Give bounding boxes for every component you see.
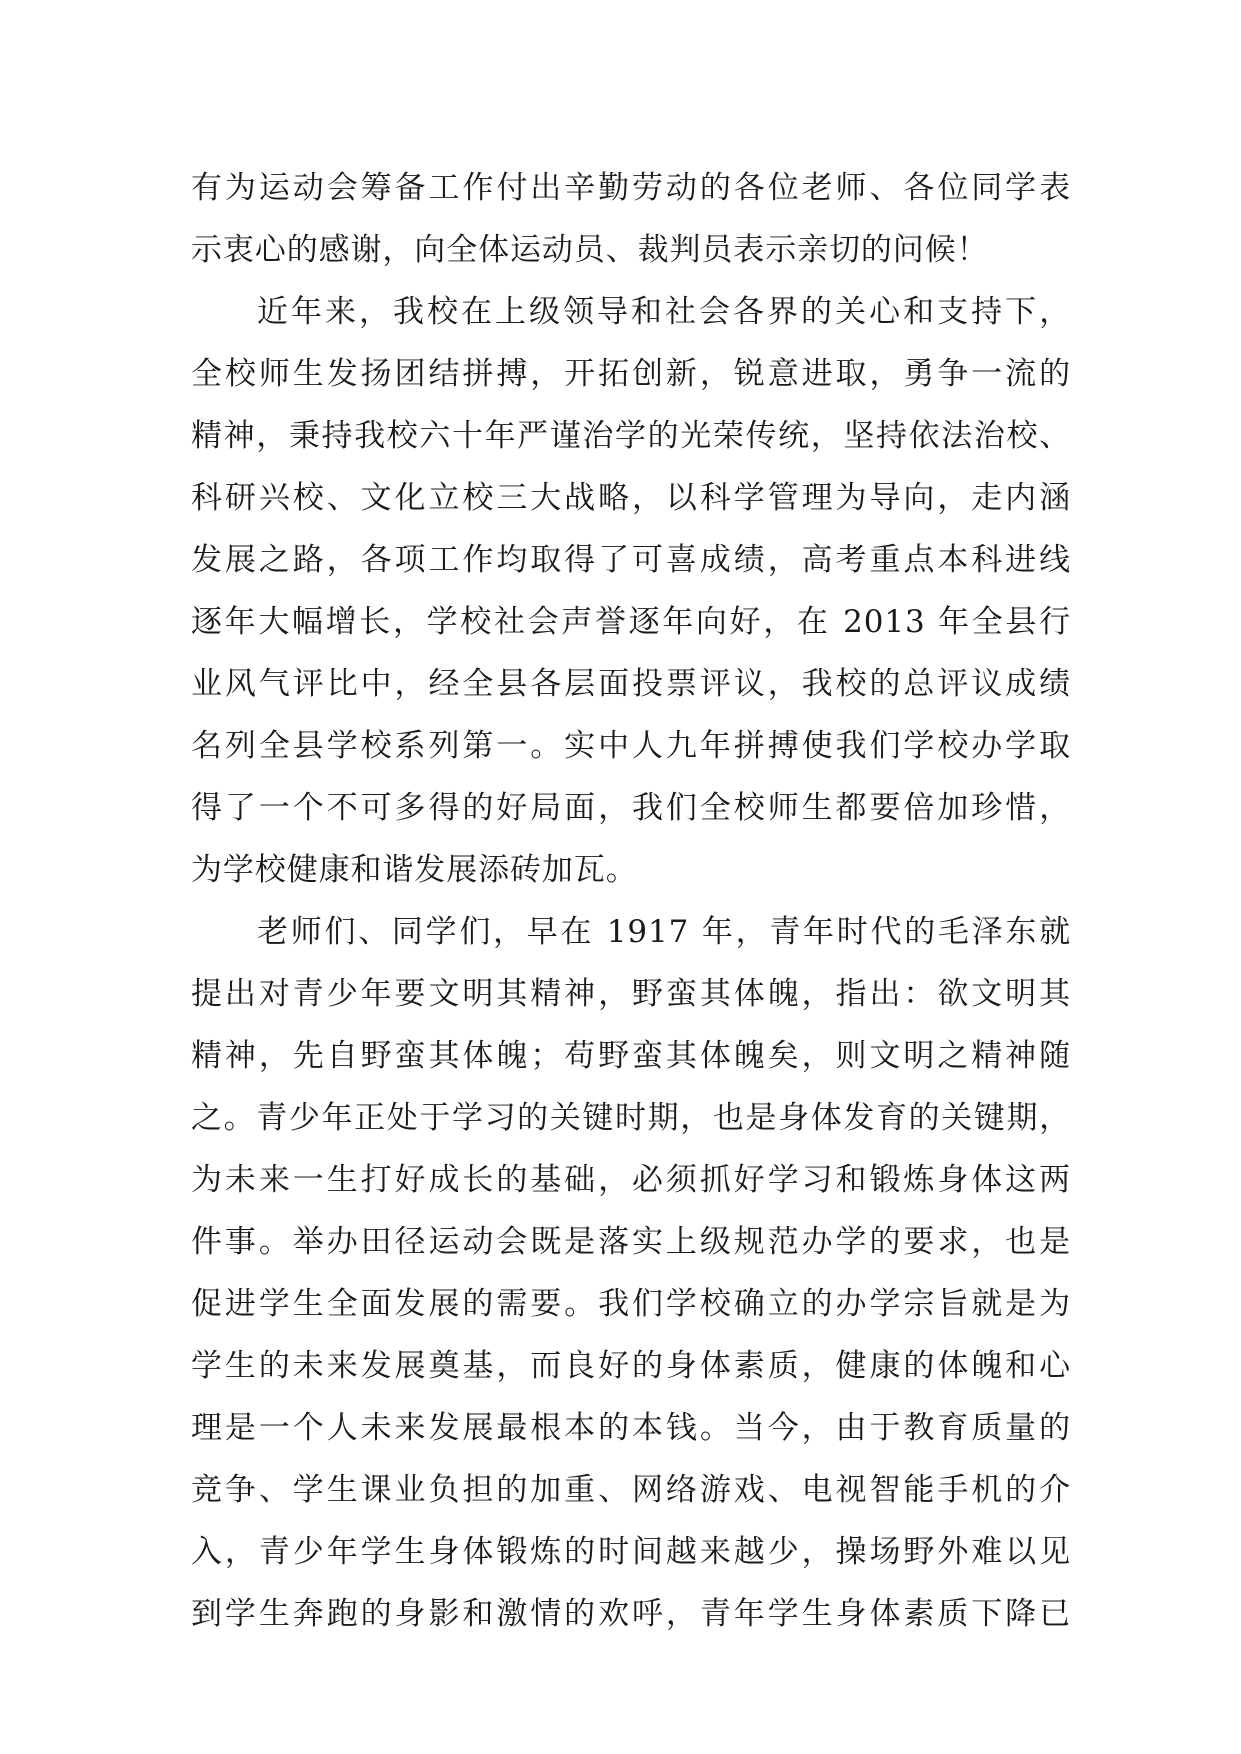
text-line: 逐年大幅增长，学校社会声誉逐年向好，在 2013 年全县行 (191, 604, 1071, 640)
text-line: 提出对青少年要文明其精神，野蛮其体魄，指出：欲文明其 (191, 976, 1071, 1012)
text-line: 得了一个不可多得的好局面，我们全校师生都要倍加珍惜， (191, 790, 1071, 826)
text-line: 全校师生发扬团结拼搏，开拓创新，锐意进取，勇争一流的 (191, 356, 1071, 392)
text-line: 之。青少年正处于学习的关键时期，也是身体发育的关键期， (191, 1100, 1071, 1136)
text-line: 科研兴校、文化立校三大战略，以科学管理为导向，走内涵 (191, 480, 1071, 516)
text-line: 发展之路，各项工作均取得了可喜成绩，高考重点本科进线 (191, 542, 1071, 578)
text-line: 为学校健康和谐发展添砖加瓦。 (191, 852, 638, 888)
text-line: 学生的未来发展奠基，而良好的身体素质，健康的体魄和心 (191, 1348, 1071, 1384)
text-line: 示衷心的感谢，向全体运动员、裁判员表示亲切的问候！ (191, 232, 989, 268)
text-line: 业风气评比中，经全县各层面投票评议，我校的总评议成绩 (191, 666, 1071, 702)
text-line: 精神，秉持我校六十年严谨治学的光荣传统，坚持依法治校、 (191, 418, 1071, 454)
text-line: 为未来一生打好成长的基础，必须抓好学习和锻炼身体这两 (191, 1162, 1071, 1198)
text-line: 促进学生全面发展的需要。我们学校确立的办学宗旨就是为 (191, 1286, 1071, 1322)
paragraph-start-line: 老师们、同学们，早在 1917 年，青年时代的毛泽东就 (257, 914, 1071, 950)
text-line: 件事。举办田径运动会既是落实上级规范办学的要求，也是 (191, 1224, 1071, 1260)
text-line: 名列全县学校系列第一。实中人九年拼搏使我们学校办学取 (191, 728, 1071, 764)
text-line: 理是一个人未来发展最根本的本钱。当今，由于教育质量的 (191, 1410, 1071, 1446)
paragraph-start-line: 近年来，我校在上级领导和社会各界的关心和支持下， (257, 294, 1071, 330)
text-line: 到学生奔跑的身影和激情的欢呼，青年学生身体素质下降已 (191, 1596, 1071, 1632)
body-text (191, 157, 1071, 1645)
text-line: 有为运动会筹备工作付出辛勤劳动的各位老师、各位同学表 (191, 170, 1071, 206)
text-line: 竞争、学生课业负担的加重、网络游戏、电视智能手机的介 (191, 1472, 1071, 1508)
text-line: 入，青少年学生身体锻炼的时间越来越少，操场野外难以见 (191, 1534, 1071, 1570)
text-line: 精神，先自野蛮其体魄；苟野蛮其体魄矣，则文明之精神随 (191, 1038, 1071, 1074)
